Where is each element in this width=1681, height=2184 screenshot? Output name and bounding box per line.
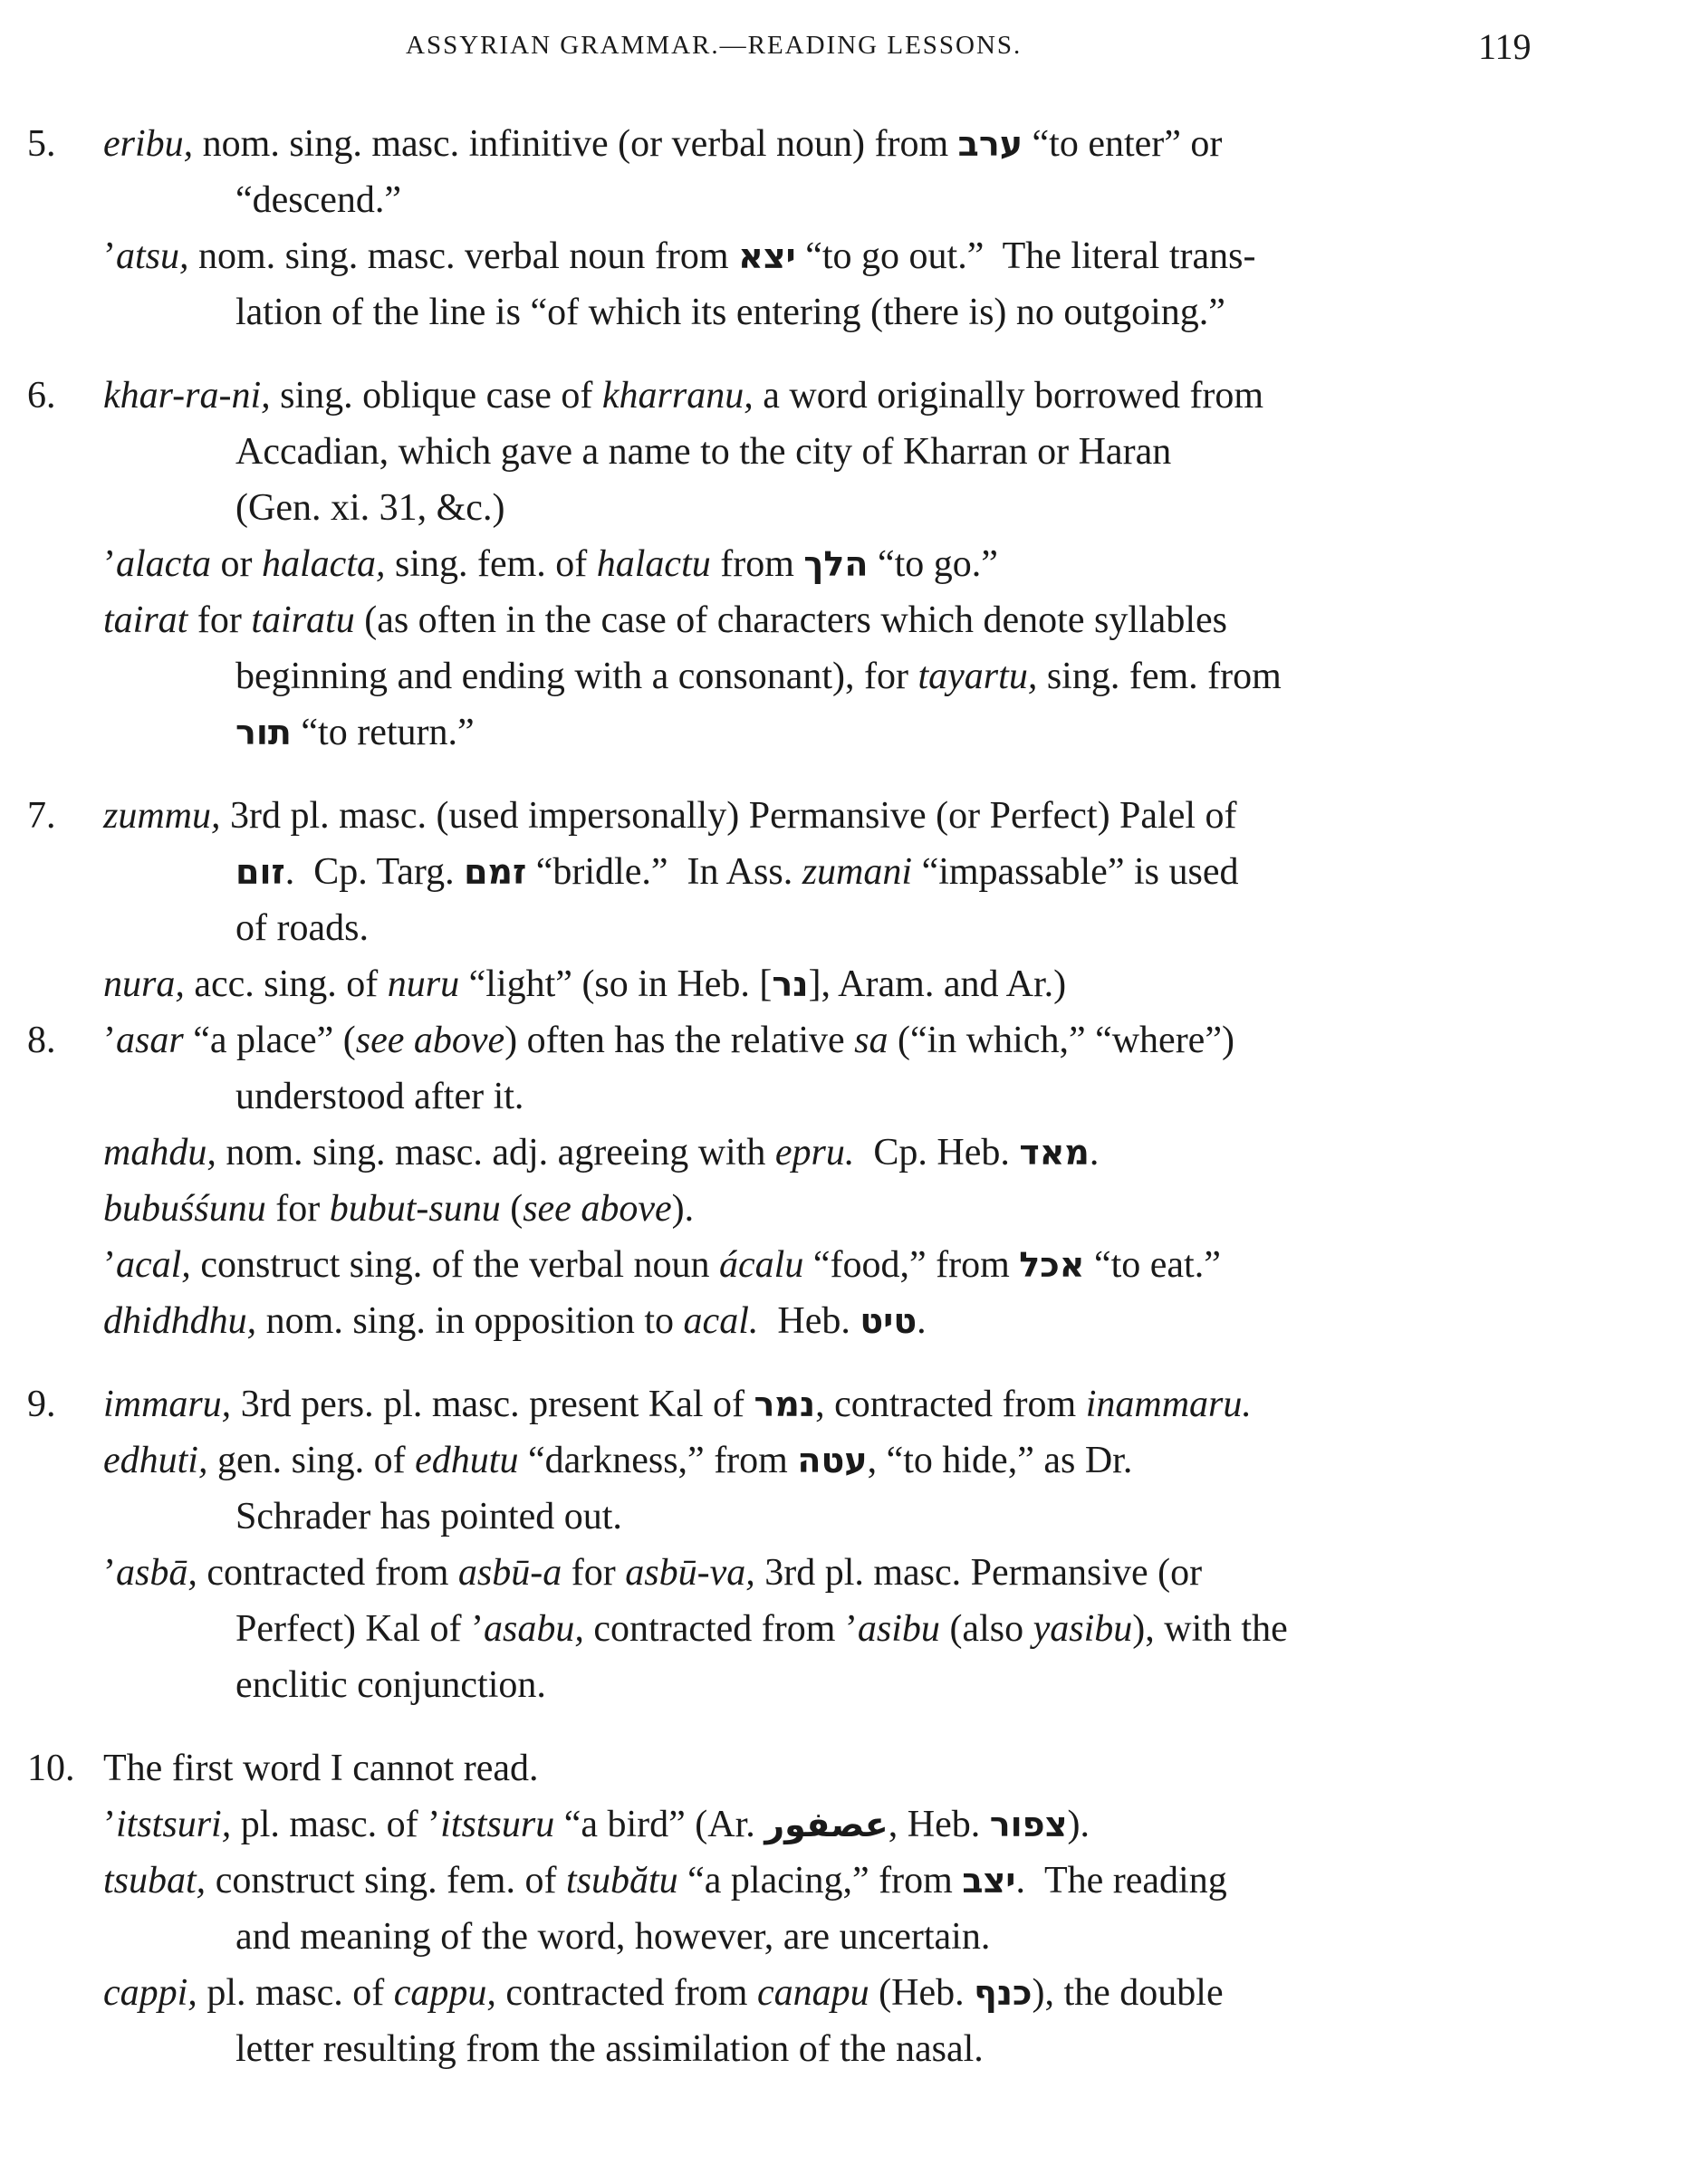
hebrew-word: יצא — [738, 236, 796, 276]
gloss-line: ’asbā, contracted from asbū-a for asbū-va, 3rd pl. masc. Permansive (or — [103, 1552, 1203, 1594]
continuation-line: Perfect) Kal of ’asabu, contracted from ’asibu (also yasibu), with the — [235, 1608, 1288, 1650]
italic-term: cappi, — [103, 1972, 197, 2014]
continuation-line: Schrader has pointed out. — [235, 1496, 622, 1537]
hebrew-word: אכל — [1019, 1245, 1085, 1285]
gloss-line: tsubat, construct sing. fem. of tsubătu “a placing,” from יצב. The reading — [103, 1860, 1227, 1901]
page-number: 119 — [1478, 26, 1532, 67]
continuation-line: זום. Cp. Targ. זמם “bridle.” In Ass. zumani “impassable” is used — [235, 851, 1239, 893]
italic-term: canapu — [756, 1972, 869, 2014]
entry-spacer — [27, 1713, 1531, 1740]
italic-term: asar — [116, 1020, 184, 1061]
italic-term: bubuśśunu — [103, 1188, 266, 1230]
italic-term: tsubătu — [565, 1860, 678, 1901]
italic-term: itstsuru — [440, 1804, 555, 1845]
gloss-line: bubuśśunu for bubut-sunu (see above). — [103, 1188, 695, 1230]
italic-term: khar-ra-ni, — [103, 375, 271, 417]
hebrew-word: נר — [772, 964, 809, 1004]
note-entry — [27, 1012, 1531, 1349]
italic-term: tsubat, — [103, 1860, 207, 1901]
gloss-line: nura, acc. sing. of nuru “light” (so in Heb. [נר], Aram. and Ar.) — [103, 963, 1067, 1005]
hebrew-word: ערב — [957, 124, 1023, 164]
gloss-line: ’asar “a place” (see above) often has the relative sa (“in which,” “where”) — [103, 1020, 1234, 1061]
page-header — [0, 25, 1681, 80]
note-entry — [27, 116, 1531, 340]
gloss-line: khar-ra-ni, sing. oblique case of kharranu, a word originally borrowed from — [103, 375, 1264, 417]
entry-spacer — [27, 340, 1531, 368]
italic-term: cappu, — [393, 1972, 496, 2014]
entry-number: 9. — [27, 1384, 56, 1425]
italic-term: zumani — [802, 851, 913, 893]
italic-term: acal. — [683, 1300, 759, 1342]
italic-term: asbū-va, — [625, 1552, 755, 1594]
italic-term: bubut-sunu — [329, 1188, 501, 1230]
entry-number: 8. — [27, 1020, 56, 1061]
italic-term: sa — [854, 1020, 889, 1061]
entry-number: 7. — [27, 795, 56, 837]
gloss-line: ’atsu, nom. sing. masc. verbal noun from יצא “to go out.” The literal trans- — [103, 235, 1256, 277]
gloss-line: zummu, 3rd pl. masc. (used impersonally) Permansive (or Perfect) Palel of — [103, 795, 1237, 837]
note-entry — [27, 1376, 1531, 1713]
italic-term: nura, — [103, 963, 185, 1005]
hebrew-word: תור — [235, 713, 292, 752]
italic-term: eribu, — [103, 123, 194, 165]
hebrew-word: עטה — [797, 1441, 868, 1480]
hebrew-word: נמר — [754, 1384, 816, 1424]
continuation-line: lation of the line is “of which its entering (there is) no outgoing.” — [235, 292, 1225, 333]
gloss-line: tairat for tairatu (as often in the case of characters which denote syllables — [103, 599, 1227, 641]
italic-term: edhutu — [415, 1440, 519, 1481]
italic-term: mahdu, — [103, 1132, 216, 1173]
italic-term: immaru, — [103, 1384, 232, 1425]
italic-term: asabu, — [484, 1608, 584, 1650]
hebrew-word: عصفور — [764, 1805, 889, 1844]
gloss-line: dhidhdhu, nom. sing. in opposition to acal. Heb. טיט. — [103, 1300, 927, 1342]
italic-term: dhidhdhu, — [103, 1300, 257, 1342]
note-entry — [27, 788, 1531, 1012]
continuation-line: “descend.” — [235, 179, 402, 221]
hebrew-word: צפור — [989, 1805, 1068, 1844]
entry-number: 10. — [27, 1748, 75, 1789]
continuation-line: enclitic conjunction. — [235, 1664, 546, 1706]
italic-term: nuru — [387, 963, 460, 1005]
italic-term: asibu — [857, 1608, 940, 1650]
italic-term: halacta, — [261, 543, 386, 585]
italic-term: ácalu — [719, 1244, 804, 1286]
entry-number: 5. — [27, 123, 56, 165]
italic-term: epru. — [774, 1132, 855, 1173]
italic-term: kharranu, — [601, 375, 754, 417]
hebrew-word: מאד — [1019, 1133, 1090, 1173]
gloss-line: ’acal, construct sing. of the verbal noun ácalu “food,” from אכל “to eat.” — [103, 1244, 1221, 1286]
italic-term: asbū-a — [457, 1552, 562, 1594]
gloss-line: The first word I cannot read. — [103, 1748, 539, 1789]
entry-spacer — [27, 761, 1531, 788]
italic-term: tairatu — [251, 599, 355, 641]
italic-term: alacta — [116, 543, 211, 585]
hebrew-word: זום — [235, 852, 285, 892]
continuation-line: understood after it. — [235, 1076, 524, 1117]
continuation-line: Accadian, which gave a name to the city of Kharran or Haran — [235, 431, 1172, 473]
hebrew-word: יצב — [962, 1861, 1016, 1901]
continuation-line: (Gen. xi. 31, &c.) — [235, 487, 505, 529]
italic-term: asbā, — [116, 1552, 197, 1594]
italic-term: tairat — [103, 599, 188, 641]
italic-term: halactu — [596, 543, 711, 585]
continuation-line: and meaning of the word, however, are uncertain. — [235, 1916, 991, 1958]
gloss-line: ’alacta or halacta, sing. fem. of halactu from הלך “to go.” — [103, 543, 998, 585]
italic-term: atsu, — [116, 235, 189, 277]
italic-term: see above — [355, 1020, 505, 1061]
running-head: ASSYRIAN GRAMMAR.—READING LESSONS. — [406, 31, 1023, 60]
hebrew-word: הלך — [803, 544, 869, 584]
note-entry — [27, 368, 1531, 761]
continuation-line: letter resulting from the assimilation of the nasal. — [235, 2028, 984, 2070]
italic-term: zummu, — [103, 795, 221, 837]
gloss-line: immaru, 3rd pers. pl. masc. present Kal of נמר, contracted from inammaru. — [103, 1384, 1252, 1425]
gloss-line: cappi, pl. masc. of cappu, contracted from canapu (Heb. כנף), the double — [103, 1972, 1224, 2014]
italic-term: see above — [523, 1188, 672, 1230]
hebrew-word: זמם — [464, 852, 527, 892]
gloss-line: edhuti, gen. sing. of edhutu “darkness,” from עטה, “to hide,” as Dr. — [103, 1440, 1133, 1481]
page-body — [27, 116, 1531, 2077]
italic-term: tayartu, — [917, 656, 1038, 697]
gloss-line: eribu, nom. sing. masc. infinitive (or verbal noun) from ערב “to enter” or — [103, 123, 1223, 165]
continuation-line: of roads. — [235, 907, 369, 949]
gloss-line: mahdu, nom. sing. masc. adj. agreeing with epru. Cp. Heb. מאד. — [103, 1132, 1100, 1173]
entry-spacer — [27, 1349, 1531, 1376]
italic-term: inammaru. — [1085, 1384, 1252, 1425]
italic-term: edhuti, — [103, 1440, 208, 1481]
hebrew-word: כנף — [974, 1973, 1033, 2013]
italic-term: acal, — [116, 1244, 191, 1286]
continuation-line: beginning and ending with a consonant), for tayartu, sing. fem. from — [235, 656, 1282, 697]
note-entry — [27, 1740, 1531, 2077]
entry-number: 6. — [27, 375, 56, 417]
italic-term: yasibu — [1033, 1608, 1133, 1650]
gloss-line: ’itstsuri, pl. masc. of ’itstsuru “a bird” (Ar. عصفور, Heb. צפור). — [103, 1804, 1090, 1845]
italic-term: itstsuri, — [116, 1804, 232, 1845]
continuation-line: תור “to return.” — [235, 712, 475, 753]
hebrew-word: טיט — [860, 1301, 917, 1341]
